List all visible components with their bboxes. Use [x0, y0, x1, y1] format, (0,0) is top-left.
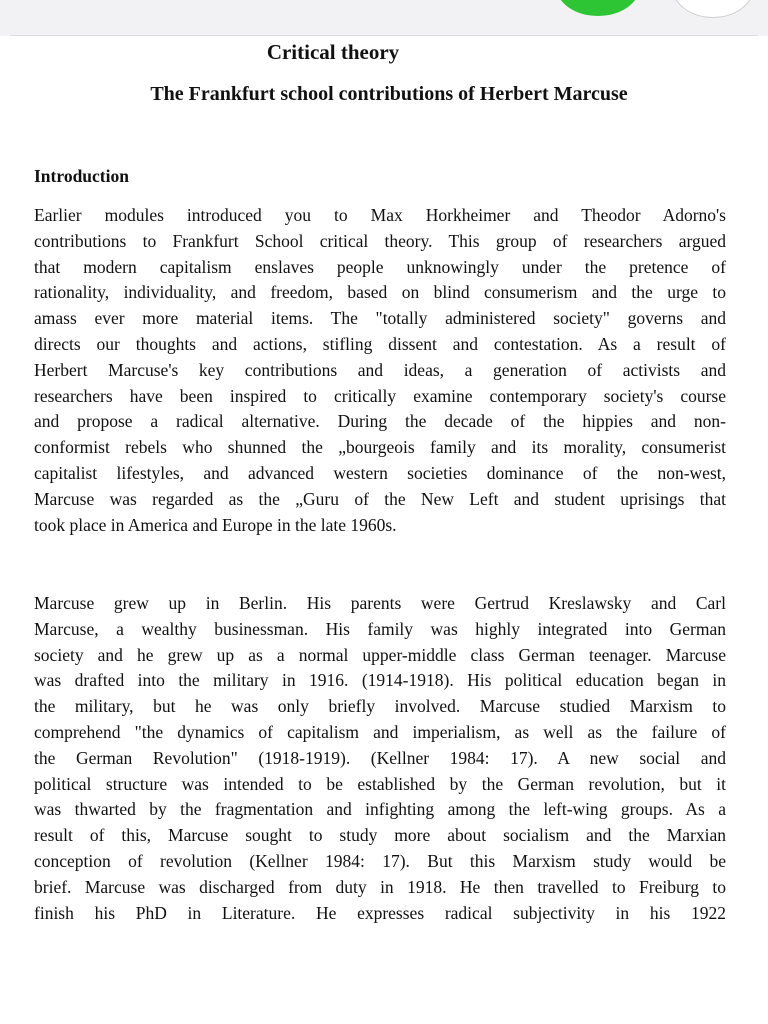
text-line: amass ever more material items. The "totally administered society" governs and	[34, 308, 726, 329]
document-subtitle: The Frankfurt school contributions of Herbert Marcuse	[150, 83, 628, 105]
text-line: Herbert Marcuse's key contributions and ideas, a generation of activists and	[34, 359, 726, 380]
text-line: conception of revolution (Kellner 1984: 17). But this Marxism study would be	[34, 850, 726, 871]
text-line: Earlier modules introduced you to Max Horkheimer and Theodor Adorno's	[34, 205, 726, 225]
circle-button[interactable]	[672, 0, 754, 18]
text-line: that modern capitalism enslaves people unknowingly under the pretence of	[34, 256, 726, 277]
text-line: the German Revolution" (1918-1919). (Kellner 1984: 17). A new social and	[34, 747, 726, 768]
paragraph-biography	[34, 591, 726, 926]
text-line: comprehend "the dynamics of capitalism and imperialism, as well as the failure of	[34, 721, 726, 742]
green-action-button[interactable]	[556, 0, 640, 16]
text-line: brief. Marcuse was discharged from duty in 1918. He then travelled to Freiburg to	[34, 876, 726, 897]
text-line: Marcuse, a wealthy businessman. His family was highly integrated into German	[34, 618, 726, 639]
text-line: researchers have been inspired to critically examine contemporary society's course	[34, 385, 726, 406]
text-line: political structure was intended to be established by the German revolution, but it	[34, 773, 726, 794]
text-line: society and he grew up as a normal upper-middle class German teenager. Marcuse	[34, 644, 726, 665]
document-title: Critical theory	[266, 40, 400, 64]
top-toolbar	[0, 0, 768, 36]
section-heading: Introduction	[34, 166, 129, 186]
text-line: Marcuse was regarded as the „Guru of the New Left and student uprisings that	[34, 488, 726, 509]
text-line: capitalist lifestyles, and advanced western societies dominance of the non-west,	[34, 462, 726, 483]
text-line: was drafted into the military in 1916. (1914-1918). His political education began in	[34, 670, 726, 691]
text-line: and propose a radical alternative. During the decade of the hippies and non-	[34, 411, 726, 432]
text-line: finish his PhD in Literature. He expresses radical subjectivity in his 1922	[34, 902, 726, 923]
text-line: rationality, individuality, and freedom, based on blind consumerism and the urge to	[34, 282, 726, 303]
paragraph-introduction	[34, 203, 726, 538]
text-line: took place in America and Europe in the late 1960s.	[34, 514, 397, 535]
text-line: was thwarted by the fragmentation and infighting among the left-wing groups. As a	[34, 799, 726, 820]
text-line: contributions to Frankfurt School critical theory. This group of researchers argued	[34, 230, 726, 251]
text-line: result of this, Marcuse sought to study more about socialism and the Marxian	[34, 825, 726, 846]
text-line: the military, but he was only briefly involved. Marcuse studied Marxism to	[34, 696, 726, 717]
text-line: Marcuse grew up in Berlin. His parents were Gertrud Kreslawsky and Carl	[34, 593, 726, 613]
text-line: directs our thoughts and actions, stifling dissent and contestation. As a result of	[34, 333, 726, 354]
toolbar-divider	[10, 35, 758, 36]
text-line: conformist rebels who shunned the „bourgeois family and its morality, consumerist	[34, 437, 726, 458]
